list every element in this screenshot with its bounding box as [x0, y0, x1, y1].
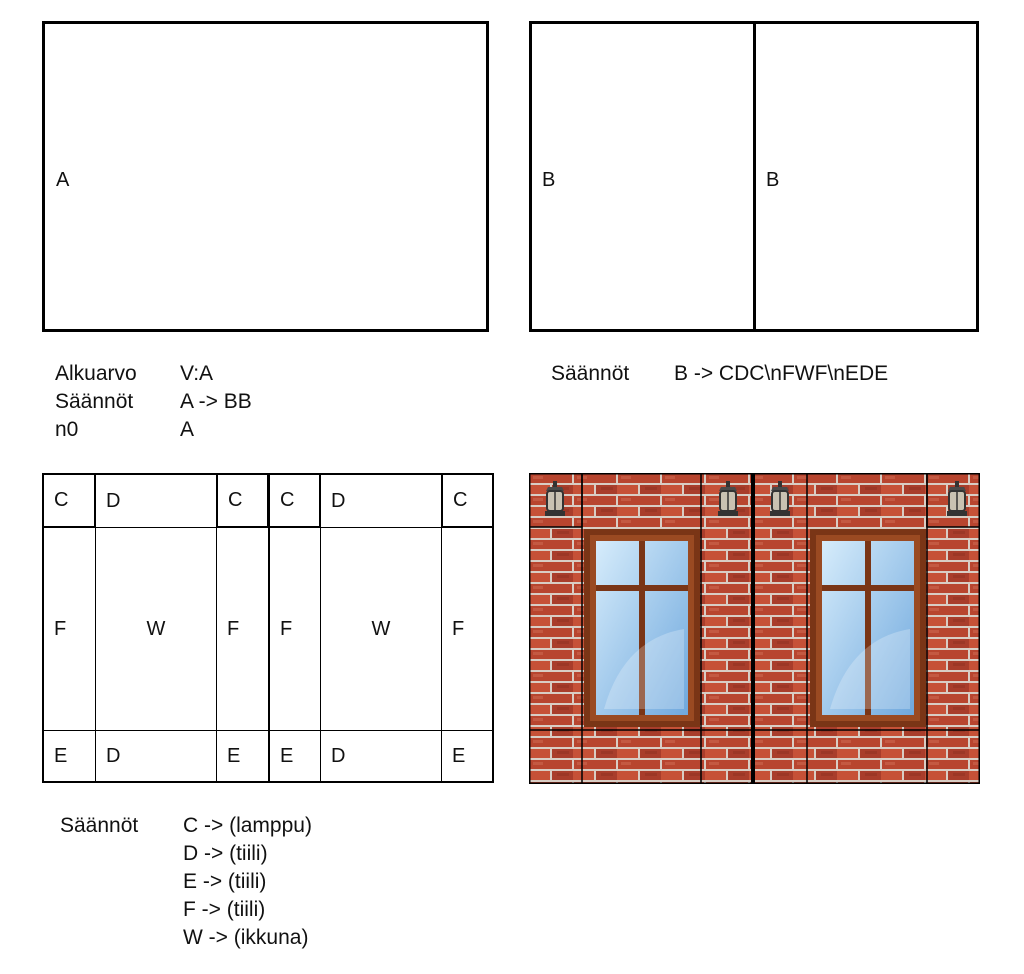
info-a-key-2: n0 — [55, 418, 79, 441]
panel-a — [42, 21, 489, 332]
info-c-rule-4: W -> (ikkuna) — [183, 926, 309, 949]
grid-cell-bot-1: D — [95, 730, 217, 783]
info-c-rule-1: D -> (tiili) — [183, 842, 268, 865]
grid-cell-mid-2: F — [216, 527, 269, 731]
grammar-grid — [42, 473, 494, 783]
grid-cell-mid-0: F — [42, 527, 96, 731]
info-b-key: Säännöt — [551, 362, 630, 385]
info-b-value: B -> CDC\nFWF\nEDE — [674, 362, 889, 385]
panel-b-right-label: B — [766, 169, 780, 191]
info-a-value-1: A -> BB — [180, 390, 252, 413]
info-c-rule-3: F -> (tiili) — [183, 898, 266, 921]
grid-cell-top-2: C — [216, 473, 269, 528]
grid-cell-top-5: C — [441, 473, 494, 528]
grid-cell-bot-5: E — [441, 730, 494, 783]
info-c-rule-0: C -> (lamppu) — [183, 814, 312, 837]
grid-cell-top-3: C — [268, 473, 321, 528]
grid-cell-bot-4: D — [320, 730, 442, 783]
window — [810, 529, 926, 727]
panel-a-label: A — [56, 169, 70, 191]
grid-cell-top-0: C — [42, 473, 96, 528]
info-a-value-2: A — [180, 418, 195, 441]
panel-b-left-label: B — [542, 169, 556, 191]
grid-cell-top-1: D — [95, 473, 217, 528]
info-c-key: Säännöt — [60, 814, 139, 837]
info-a-key-1: Säännöt — [55, 390, 134, 413]
grid-cell-bot-3: E — [268, 730, 321, 783]
window — [584, 529, 700, 727]
grid-cell-mid-1: W — [95, 527, 217, 731]
facade-render — [529, 473, 980, 784]
grid-cell-bot-0: E — [42, 730, 96, 783]
panel-b-divider — [753, 24, 756, 329]
info-c-rule-2: E -> (tiili) — [183, 870, 267, 893]
panel-b — [529, 21, 979, 332]
grid-cell-mid-3: F — [268, 527, 321, 731]
grid-cell-bot-2: E — [216, 730, 269, 783]
info-a-value-0: V:A — [180, 362, 214, 385]
grid-cell-mid-5: F — [441, 527, 494, 731]
info-a-key-0: Alkuarvo — [55, 362, 137, 385]
grid-cell-mid-4: W — [320, 527, 442, 731]
grid-cell-top-4: D — [320, 473, 442, 528]
